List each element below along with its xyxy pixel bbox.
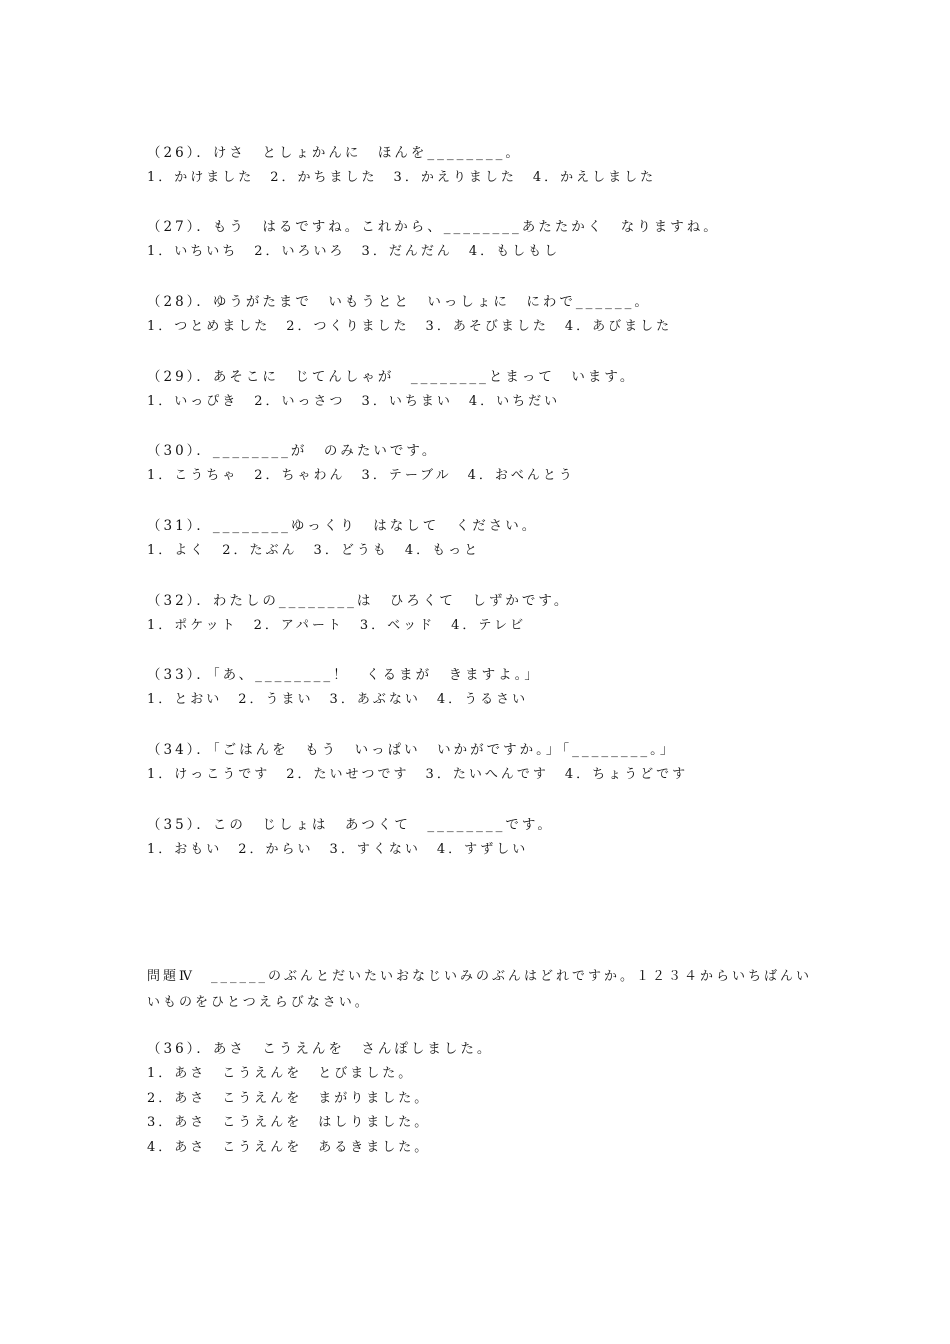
question-36-prompt: （36）．あさ こうえんを さんぽしました。	[147, 1041, 494, 1057]
question-34-prompt: （34）．「ごはんを もう いっぱい いかがですか。」「________。」	[147, 742, 677, 758]
question-33-prompt: （33）．「あ、________！ くるまが きますよ。」	[147, 667, 541, 683]
question-31-options: 1．よく 2．たぶん 3．どうも 4．もっと	[147, 543, 481, 558]
question-35-prompt: （35）．この じしょは あつくて ________です。	[147, 817, 554, 833]
question-26-options: 1．かけました 2．かちました 3．かえりました 4．かえしました	[147, 170, 657, 185]
question-33-options: 1．とおい 2．うまい 3．あぶない 4．うるさい	[147, 692, 529, 707]
question-34-options: 1．けっこうです 2．たいせつです 3．たいへんです 4．ちょうどです	[147, 767, 689, 782]
question-29-options: 1．いっぴき 2．いっさつ 3．いちまい 4．いちだい	[147, 394, 561, 409]
question-26-prompt: （26）．けさ としょかんに ほんを________。	[147, 145, 522, 161]
section-4-instructions: 問題Ⅳ ______のぶんとだいたいおなじいみのぶんはどれですか。１２３４からいちばんいいものをひとつえらびなさい。	[147, 969, 812, 1010]
question-30-options: 1．こうちゃ 2．ちゃわん 3．テーブル 4．おべんとう	[147, 468, 575, 483]
question-36-option-3: 3．あさ こうえんを はしりました。	[147, 1115, 431, 1130]
question-35-options: 1．おもい 2．からい 3．すくない 4．すずしい	[147, 842, 529, 857]
question-27-options: 1．いちいち 2．いろいろ 3．だんだん 4．もしもし	[147, 244, 561, 259]
question-29-prompt: （29）．あそこに じてんしゃが ________とまって います。	[147, 369, 637, 385]
question-28-prompt: （28）．ゆうがたまで いもうとと いっしょに にわで______。	[147, 294, 651, 310]
question-36-option-2: 2．あさ こうえんを まがりました。	[147, 1091, 431, 1106]
question-30-prompt: （30）．________が のみたいです。	[147, 443, 439, 459]
question-32-prompt: （32）．わたしの________は ひろくて しずかです。	[147, 593, 571, 609]
question-36-option-1: 1．あさ こうえんを とびました。	[147, 1066, 415, 1081]
question-32-options: 1．ポケット 2．アパート 3．ベッド 4．テレビ	[147, 618, 527, 633]
question-31-prompt: （31）．________ゆっくり はなして ください。	[147, 518, 539, 534]
question-36-option-4: 4．あさ こうえんを あるきました。	[147, 1140, 431, 1155]
question-27-prompt: （27）．もう はるですね。これから、________あたたかく なりますね。	[147, 219, 720, 235]
question-28-options: 1．つとめました 2．つくりました 3．あそびました 4．あびました	[147, 319, 673, 334]
